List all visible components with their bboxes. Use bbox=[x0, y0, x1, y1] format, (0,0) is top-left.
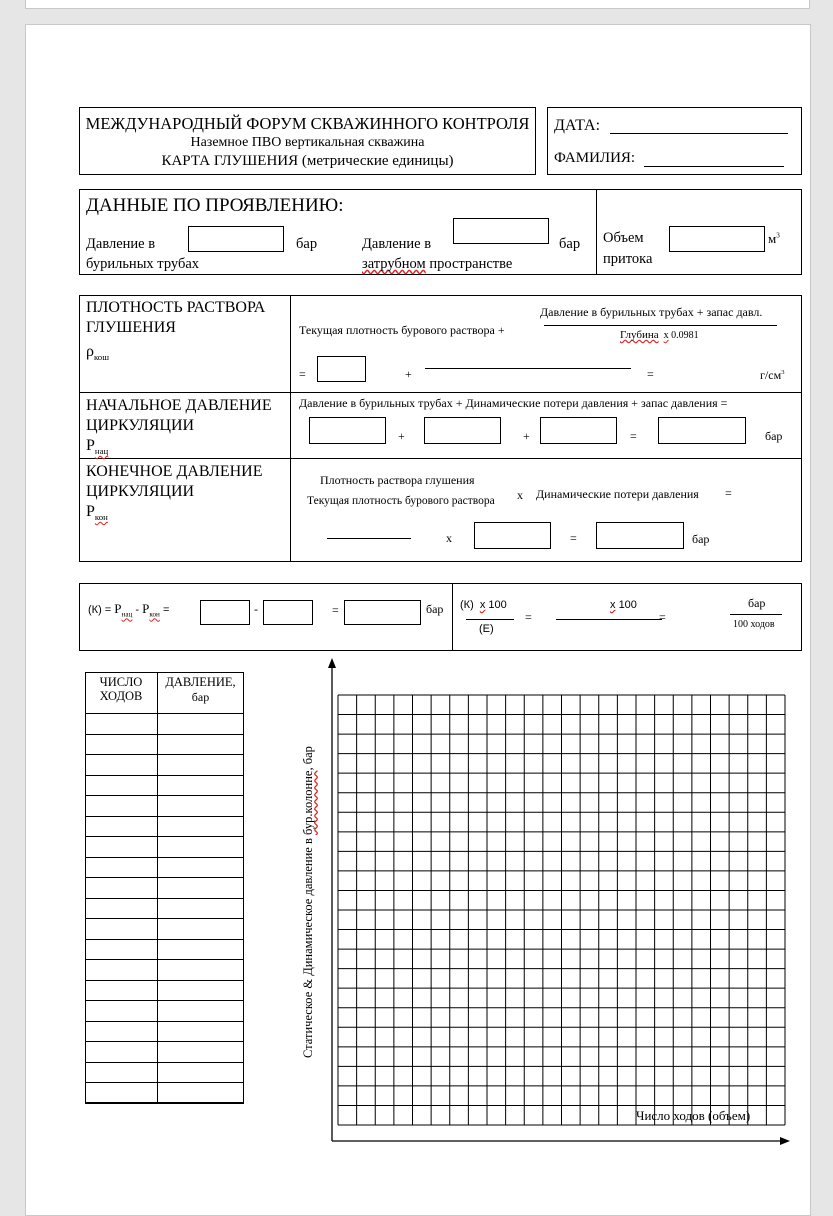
table-row-line bbox=[85, 734, 244, 735]
header-date-box bbox=[547, 107, 802, 175]
chart-y-axis-label: Статическое & Динамическое давление в бур.колонне, бар bbox=[301, 746, 315, 1058]
table-row-line bbox=[85, 1103, 244, 1104]
icp-result-input[interactable] bbox=[658, 417, 746, 444]
table-row-line bbox=[85, 775, 244, 776]
pressure-chart bbox=[321, 655, 796, 1150]
k-result-unit-bar bbox=[730, 614, 782, 615]
date-field-line[interactable] bbox=[610, 133, 788, 134]
date-label: ДАТА: bbox=[554, 117, 601, 134]
icp-scr-input[interactable] bbox=[424, 417, 501, 444]
kmw-label-2: ГЛУШЕНИЯ bbox=[86, 319, 176, 336]
table-row-line bbox=[85, 713, 244, 714]
kmw-current-density-input[interactable] bbox=[317, 356, 366, 382]
table-row-line bbox=[85, 836, 244, 837]
table-row-line bbox=[85, 754, 244, 755]
table-row-line bbox=[85, 795, 244, 796]
kmw-fraction-numerator: Давление в бурильных трубах + запас давл. bbox=[540, 305, 763, 319]
previous-page-edge bbox=[25, 0, 810, 9]
chart-y-axis-arrow bbox=[328, 658, 336, 668]
icp-symbol: $Р_{нац}$ bbox=[86, 437, 109, 457]
table-row-line bbox=[85, 1000, 244, 1001]
kmw-eq-2: = bbox=[647, 367, 654, 381]
table-row-line bbox=[85, 1041, 244, 1042]
table-column-divider bbox=[157, 672, 158, 1103]
fcp-ratio-numerator: Плотность раствора глушения bbox=[320, 473, 475, 487]
k-fcp-input[interactable] bbox=[263, 600, 313, 625]
sicp-input-box[interactable] bbox=[453, 218, 549, 244]
table-row-line bbox=[85, 1021, 244, 1022]
strokes-header-2: ХОДОВ bbox=[99, 689, 143, 703]
volume-label-2: притока bbox=[603, 251, 653, 267]
icp-label-1: НАЧАЛЬНОЕ ДАВЛЕНИЕ bbox=[86, 397, 272, 414]
volume-unit: $м^3$ bbox=[768, 231, 780, 246]
icp-label-2: ЦИРКУЛЯЦИИ bbox=[86, 417, 195, 434]
sicp-unit: бар bbox=[559, 236, 581, 252]
table-row-line bbox=[85, 980, 244, 981]
fcp-unit: бар bbox=[692, 532, 710, 546]
table-row-line bbox=[85, 857, 244, 858]
kick-data-heading: ДАННЫЕ ПО ПРОЯВЛЕНИЮ: bbox=[86, 195, 344, 216]
k-ratio-value-line[interactable] bbox=[556, 619, 662, 620]
pressure-header-1: ДАВЛЕНИЕ, bbox=[165, 675, 236, 689]
calc-column-divider bbox=[290, 296, 291, 561]
fcp-scr-input[interactable] bbox=[474, 522, 551, 549]
header-title-box bbox=[79, 107, 536, 175]
surname-label: ФАМИЛИЯ: bbox=[554, 150, 636, 166]
document-page bbox=[25, 24, 811, 1216]
fcp-ratio-denominator: Текущая плотность бурового раствора bbox=[307, 495, 495, 507]
table-row-line bbox=[85, 898, 244, 899]
kmw-symbol: $\rho_{кош}$ bbox=[86, 343, 109, 363]
pressure-drop-divider bbox=[452, 584, 453, 650]
casing-label-2: затрубном пространстве bbox=[362, 256, 513, 272]
kmw-eq-1: = bbox=[299, 367, 306, 381]
dp-label-2: бурильных трубах bbox=[86, 256, 200, 272]
surname-field-line[interactable] bbox=[644, 166, 784, 167]
fcp-label-2: ЦИРКУЛЯЦИИ bbox=[86, 483, 195, 500]
form-title: МЕЖДУНАРОДНЫЙ ФОРУМ СКВАЖИННОГО КОНТРОЛЯ bbox=[85, 114, 530, 133]
icp-formula: Давление в бурильных трубах + Динамические потери давления + запас давления = bbox=[299, 396, 728, 410]
table-row-line bbox=[85, 1082, 244, 1083]
calculations-box bbox=[79, 295, 802, 562]
volume-label-1: Объем bbox=[603, 230, 644, 246]
pressure-drop-box bbox=[79, 583, 802, 651]
fcp-eq-1: = bbox=[725, 486, 732, 500]
k-result-unit-bottom: 100 ходов bbox=[733, 619, 775, 630]
table-row-line bbox=[85, 939, 244, 940]
k-ratio-eq-2: = bbox=[659, 610, 666, 624]
casing-label-1: Давление в bbox=[362, 236, 432, 252]
kick-data-box bbox=[79, 189, 802, 275]
icp-sidpp-input[interactable] bbox=[309, 417, 386, 444]
kmw-fraction-denominator: Глубина х 0.0981 bbox=[620, 329, 699, 341]
pit-gain-input-box[interactable] bbox=[669, 226, 765, 252]
icp-plus-1: + bbox=[398, 429, 405, 443]
k-result-unit-top: бар bbox=[748, 596, 766, 610]
calc-row-divider-2 bbox=[80, 458, 801, 459]
k-unit: бар bbox=[426, 602, 444, 616]
k-result-input[interactable] bbox=[344, 600, 421, 625]
icp-unit: бар bbox=[765, 429, 783, 443]
k-minus: - bbox=[254, 602, 258, 616]
strokes-pressure-table bbox=[85, 672, 244, 1103]
fcp-ratio-line[interactable] bbox=[327, 538, 411, 539]
fcp-result-input[interactable] bbox=[596, 522, 684, 549]
table-row-line bbox=[85, 816, 244, 817]
table-frame bbox=[85, 672, 244, 1103]
fcp-eq-2: = bbox=[570, 531, 577, 545]
k-ratio-eq-1: = bbox=[525, 610, 532, 624]
sidpp-unit: бар bbox=[296, 236, 318, 252]
k-ratio-value-numerator: х 100 bbox=[610, 599, 637, 611]
fcp-times-2: х bbox=[446, 531, 452, 545]
sidpp-input-box[interactable] bbox=[188, 226, 284, 252]
kmw-current-density-label: Текущая плотность бурового раствора + bbox=[299, 323, 505, 337]
kmw-plus: + bbox=[405, 367, 412, 381]
form-subtitle: Наземное ПВО вертикальная скважина bbox=[190, 135, 425, 150]
k-ratio-denominator: (Е) bbox=[479, 623, 494, 635]
icp-plus-2: + bbox=[523, 429, 530, 443]
table-row-line bbox=[85, 918, 244, 919]
pressure-header-2: бар bbox=[191, 690, 210, 704]
table-row-line bbox=[85, 1062, 244, 1063]
icp-eq: = bbox=[630, 429, 637, 443]
k-ratio-numerator: (К) х 100 bbox=[460, 599, 507, 611]
kmw-fraction-bar bbox=[544, 325, 777, 326]
k-icp-input[interactable] bbox=[200, 600, 250, 625]
chart-x-axis-arrow bbox=[780, 1137, 790, 1145]
fcp-times: х bbox=[517, 488, 523, 502]
icp-margin-input[interactable] bbox=[540, 417, 617, 444]
fcp-symbol: $Р_{кон}$ bbox=[86, 503, 108, 523]
strokes-header-1: ЧИСЛО bbox=[99, 675, 143, 689]
fcp-scr-label: Динамические потери давления bbox=[536, 487, 699, 501]
form-card-name: КАРТА ГЛУШЕНИЯ (метрические единицы) bbox=[161, 153, 454, 169]
kmw-increment-line[interactable] bbox=[425, 368, 631, 369]
k-eq: = bbox=[332, 603, 339, 617]
calc-row-divider-1 bbox=[80, 392, 801, 393]
table-row-line bbox=[85, 959, 244, 960]
kick-divider bbox=[596, 190, 597, 274]
kmw-label-1: ПЛОТНОСТЬ РАСТВОРА bbox=[86, 299, 266, 316]
fcp-label-1: КОНЕЧНОЕ ДАВЛЕНИЕ bbox=[86, 463, 263, 480]
chart-x-axis-label: Число ходов (объем) bbox=[636, 1108, 751, 1123]
dp-label-1: Давление в bbox=[86, 236, 156, 252]
kmw-unit: $г/см^3$ bbox=[760, 368, 785, 382]
k-formula-start: $(К) = Р_{нац} - Р_{кон}$ = bbox=[88, 601, 170, 619]
k-ratio-bar bbox=[466, 619, 514, 620]
table-row-line bbox=[85, 877, 244, 878]
